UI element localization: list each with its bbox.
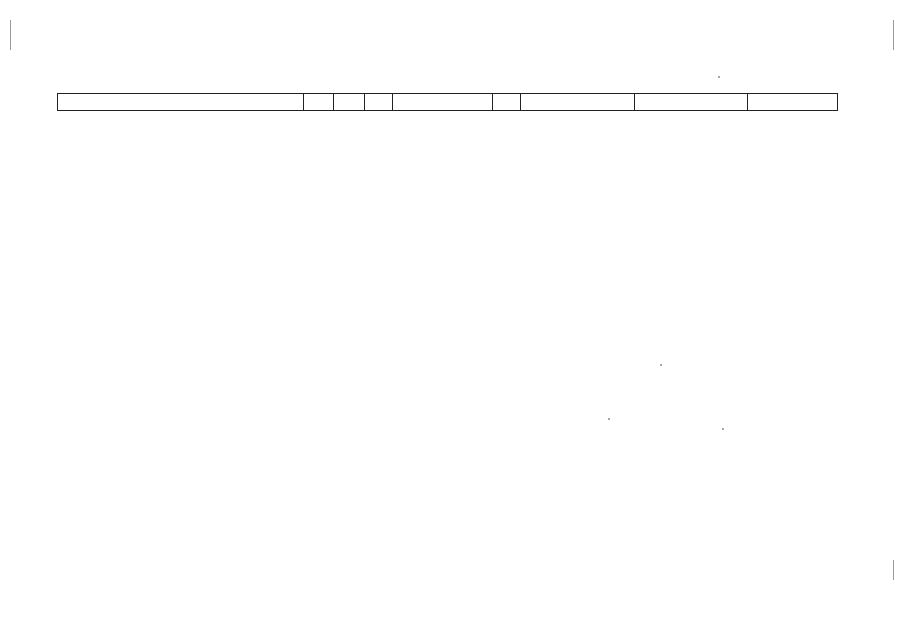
scan-edge-mark [893, 560, 894, 580]
header-col-2 [303, 94, 333, 110]
scan-edge-mark [10, 20, 11, 50]
header-col-3 [333, 94, 364, 110]
table-header-row [57, 93, 838, 111]
scan-speck [718, 76, 720, 78]
header-col-4 [364, 94, 392, 110]
header-col-6 [492, 94, 520, 110]
scan-edge-mark [893, 20, 894, 50]
header-col-1 [58, 94, 303, 110]
header-col-7 [520, 94, 634, 110]
scan-speck [608, 418, 610, 420]
scan-speck [660, 364, 662, 366]
scan-speck [722, 428, 724, 430]
header-col-5 [392, 94, 492, 110]
header-col-9 [747, 94, 837, 110]
header-col-8 [634, 94, 747, 110]
